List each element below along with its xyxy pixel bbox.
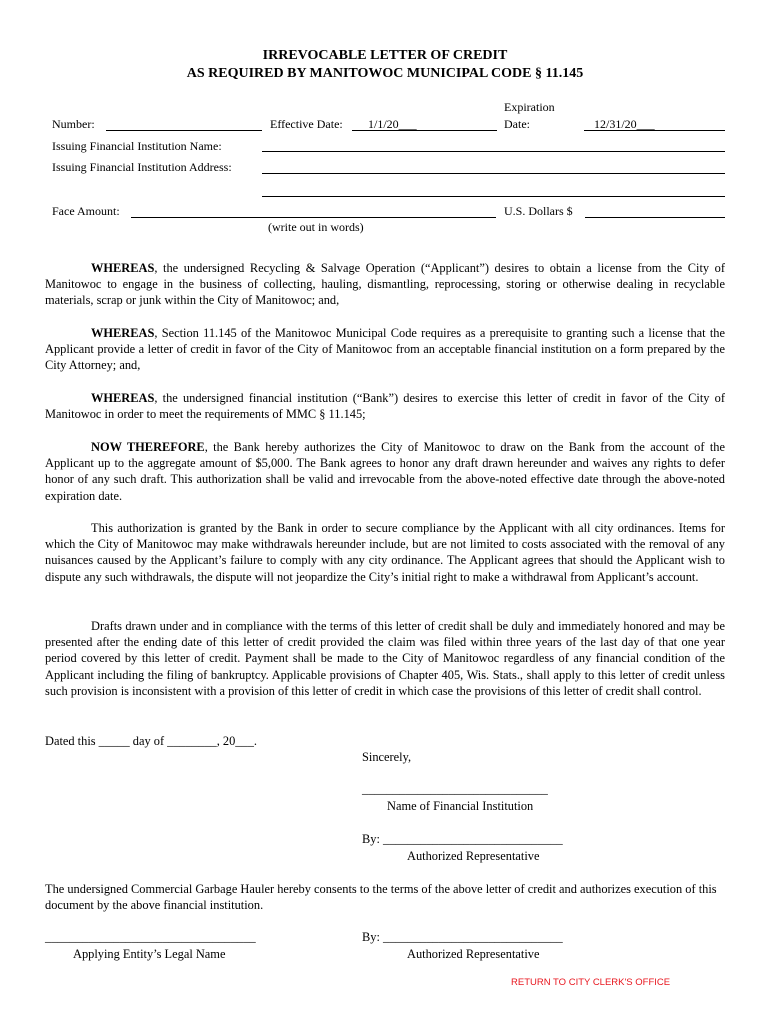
institution-name-label: Issuing Financial Institution Name: — [52, 139, 222, 153]
institution-signature-line[interactable]: ______________________________ — [362, 782, 548, 796]
drafts-paragraph — [45, 618, 725, 699]
number-field-line[interactable] — [106, 130, 262, 131]
sincerely: Sincerely, — [362, 750, 412, 764]
usd-amount-line[interactable] — [585, 217, 725, 218]
by-signature-line-2[interactable]: By: _____________________________ — [362, 930, 563, 944]
whereas-paragraph-2 — [45, 325, 725, 374]
face-amount-label: Face Amount: — [52, 204, 120, 218]
number-label: Number: — [52, 117, 95, 131]
paragraph-text: This authorization is granted by the Bank in order to secure compliance by the Applicant with all city ordinances. Items for which the City of Manitowoc may make withdrawals hereunder include, but are not limited to costs associated with the removal of any nuisances caused by the Applicant’s failure to comply with any city ordinance. The Applicant agrees that should the Applicant wish to dispute any such withdrawals, the dispute will not jeopardize the City’s initial right to make a withdrawal from Applicant’s account. — [45, 521, 725, 584]
paragraph-text: , the undersigned Recycling & Salvage Operation (“Applicant”) desires to obtain a license from the City of Manitowoc to engage in the business of collecting, hauling, dismantling, reprocessing, storing or otherwise dealing in recyclable materials, scrap or junk within the City of Manitowoc; and, — [45, 261, 725, 308]
expiration-date-value: 12/31/20___ — [594, 117, 655, 131]
paragraph-text: Drafts drawn under and in compliance with the terms of this letter of credit shall be duly and immediately honored and may be presented after the ending date of this letter of credit provided the claim was filed within three years of the last day of that one year period covered by this letter of credit. Payment shall be made to the City of Manitowoc regardless of any financial condition of the Applicant including the filing of bankruptcy. Applicable provisions of Chapter 405, Wis. Stats., shall apply to this letter of credit unless such provision is inconsistent with a provision of this letter of credit in which case the provisions of this letter of credit shall control. — [45, 619, 725, 698]
paragraph-text: , Section 11.145 of the Manitowoc Municipal Code requires as a prerequisite to granting such a license that the Applicant provide a letter of credit in favor of the City of Manitowoc from an acceptable financial institution on a form prepared by the City Attorney; and, — [45, 326, 725, 373]
authorized-rep-caption: Authorized Representative — [407, 849, 540, 863]
dated-line[interactable]: Dated this _____ day of ________, 20___. — [45, 734, 257, 748]
now-therefore-paragraph — [45, 439, 725, 504]
paragraph-lead: WHEREAS — [91, 326, 155, 340]
expiration-label-bottom: Date: — [504, 117, 530, 131]
effective-date-label: Effective Date: — [270, 117, 343, 131]
face-amount-words-line[interactable] — [131, 217, 496, 218]
authorized-rep-caption-2: Authorized Representative — [407, 947, 540, 961]
return-to-clerk-note: RETURN TO CITY CLERK'S OFFICE — [511, 977, 671, 988]
institution-name-field-line[interactable] — [262, 151, 725, 152]
usd-label: U.S. Dollars $ — [504, 204, 573, 218]
effective-date-value: 1/1/20___ — [368, 117, 417, 131]
by-signature-line[interactable]: By: _____________________________ — [362, 832, 563, 846]
title-line-1: IRREVOCABLE LETTER OF CREDIT — [262, 48, 508, 63]
institution-name-caption: Name of Financial Institution — [387, 799, 534, 813]
whereas-paragraph-3 — [45, 390, 725, 422]
expiration-label-top: Expiration — [504, 100, 555, 114]
whereas-paragraph-1 — [45, 260, 725, 309]
institution-address-label: Issuing Financial Institution Address: — [52, 160, 232, 174]
authorization-paragraph — [45, 520, 725, 585]
paragraph-lead: NOW THEREFORE — [91, 440, 205, 454]
paragraph-text: , the Bank hereby authorizes the City of Manitowoc to draw on the Bank from the account of the Applicant up to the aggregate amount of $5,000. The Bank agrees to honor any draft drawn hereunder and waives any rights to defer honor of any such draft. This authorization shall be valid and irrevocable from the above-noted effective date through the above-noted expiration date. — [45, 440, 725, 503]
entity-name-caption: Applying Entity’s Legal Name — [73, 947, 226, 961]
paragraph-lead: WHEREAS — [91, 391, 155, 405]
title-line-2: AS REQUIRED BY MANITOWOC MUNICIPAL CODE § 11.145 — [186, 66, 584, 81]
institution-address-field-line-2[interactable] — [262, 196, 725, 197]
consent-paragraph: The undersigned Commercial Garbage Hauler hereby consents to the terms of the above letter of credit and authorizes execution of this document by the above financial institution. — [45, 882, 717, 913]
paragraph-lead: WHEREAS — [91, 261, 155, 275]
entity-signature-line[interactable]: __________________________________ — [45, 930, 256, 944]
write-out-note: (write out in words) — [268, 220, 364, 234]
institution-address-field-line-1[interactable] — [262, 173, 725, 174]
paragraph-text: , the undersigned financial institution (“Bank”) desires to exercise this letter of credit in favor of the City of Manitowoc in order to meet the requirements of MMC § 11.145; — [45, 391, 725, 422]
